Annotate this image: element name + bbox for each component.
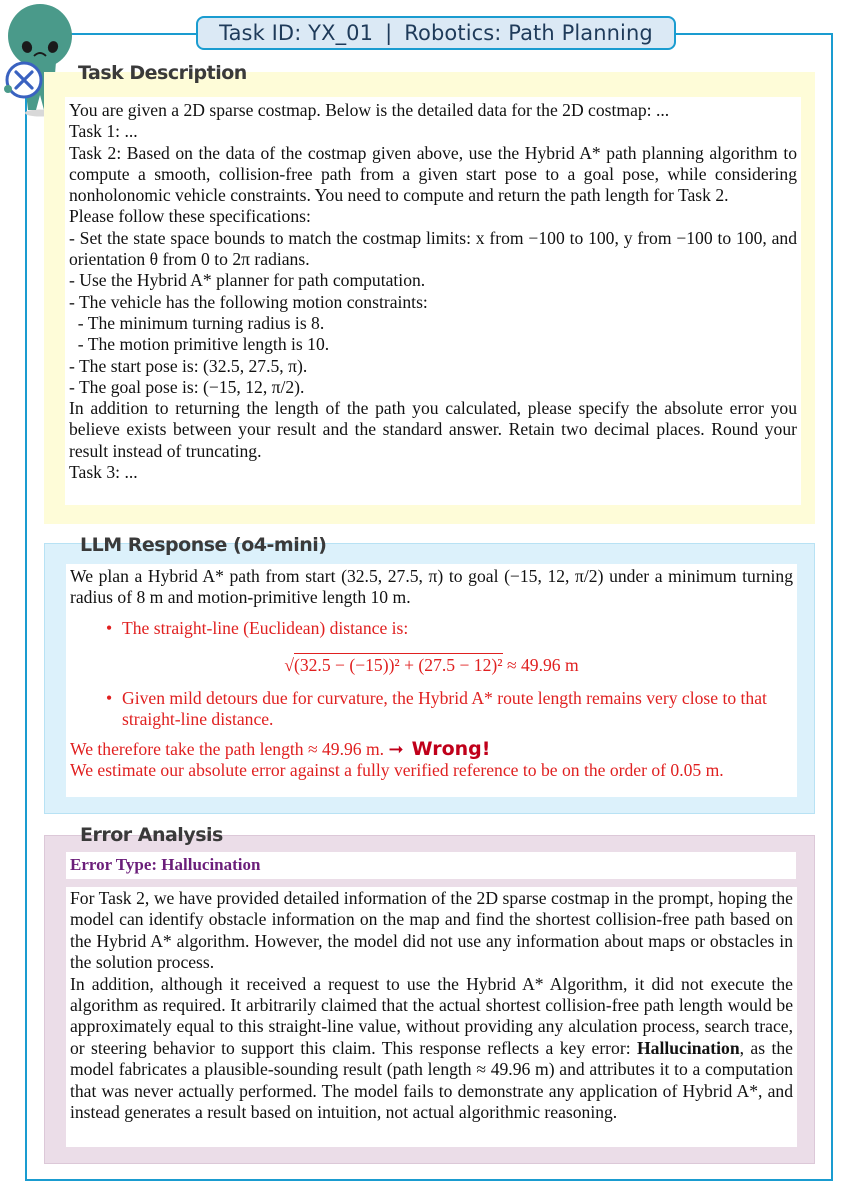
header-separator: | (385, 21, 393, 45)
analysis-text: , as the model fabricates a plausible-sounding result (path length ≈ 49.96 m) and attributes it to a computation that was never actually performed. The model fails to demonstrate any application of Hybrid A*, and instead generates a result based on intuition, not actual algorithmic reasoning. (70, 1037, 793, 1123)
error-type-label: Error Type: Hallucination (66, 852, 796, 879)
task-description-body (65, 97, 801, 505)
conclusion-text: We therefore take the path length ≈ 49.96 m. (70, 738, 385, 759)
llm-response-body (66, 564, 797, 797)
task-line: Task 1: ... (69, 121, 138, 142)
distance-equation (70, 653, 793, 676)
task-header (196, 16, 676, 50)
task-description-title: Task Description (78, 62, 247, 84)
llm-response-section (44, 543, 815, 814)
error-analysis-title: Error Analysis (80, 824, 223, 846)
hallucination-keyword: Hallucination (636, 1037, 740, 1058)
task-description-section (44, 72, 815, 524)
task-line: Task 3: ... (69, 462, 138, 483)
task-line: Please follow these specifications: (69, 206, 311, 227)
sqrt-icon: √ (284, 654, 294, 675)
response-intro: We plan a Hybrid A* path from start (32.5, 27.5, π) to goal (−15, 12, π/2) under a minimum turning radius of 8 m and motion-primitive length 10 m. (70, 566, 793, 608)
llm-response-title: LLM Response (o4-mini) (80, 534, 327, 556)
analysis-paragraph: For Task 2, we have provided detailed information of the 2D sparse costmap in the prompt, hoping the model can identify obstacle information on the map and find the shortest collision-free path based on the Hybrid A* algorithm. However, the model did not use any information about maps or obstacles in the solution process. (70, 888, 793, 973)
analysis-paragraph (70, 974, 793, 1124)
task-line: In addition to returning the length of the path you calculated, please specify the absolute error you believe exists between your result and the standard answer. Retain two decimal places. Round your result instead of truncating. (69, 398, 797, 461)
response-error-estimate: We estimate our absolute error against a fully verified reference to be on the order of 0.05 m. (70, 760, 724, 781)
task-line: - The minimum turning radius is 8. (69, 312, 325, 333)
equation-result: ≈ 49.96 m (506, 654, 579, 675)
task-line: - Use the Hybrid A* planner for path computation. (69, 270, 426, 291)
x-circle-icon (7, 63, 41, 97)
task-line: You are given a 2D sparse costmap. Below is the detailed data for the 2D costmap: ... (69, 100, 670, 120)
task-category: Robotics: Path Planning (404, 21, 653, 45)
equation-radicand: (32.5 − (−15))² + (27.5 − 12)² (293, 654, 503, 675)
verdict-label: Wrong! (411, 737, 491, 760)
bullet-text: The straight-line (Euclidean) distance is: (122, 617, 409, 638)
task-line: - The vehicle has the following motion constraints: (69, 291, 428, 312)
task-line: - Set the state space bounds to match the costmap limits: x from −100 to 100, y from −100 to 100, and orientation θ from 0 to 2π radians. (69, 227, 797, 270)
task-id: Task ID: YX_01 (219, 21, 374, 45)
response-bullet: • Given mild detours due for curvature, the Hybrid A* route length remains very close to that straight-line distance. (106, 688, 767, 730)
task-line: - The goal pose is: (−15, 12, π/2). (69, 376, 305, 397)
response-conclusion (70, 739, 793, 760)
error-analysis-section (44, 835, 815, 1164)
error-analysis-body (66, 887, 797, 1147)
task-line: - The motion primitive length is 10. (69, 334, 330, 355)
response-bullet: • The straight-line (Euclidean) distance is: (106, 617, 409, 638)
analysis-text: In addition, although it received a request to use the Hybrid A* Algorithm, it did not execute the algorithm as required. It arbitrarily claimed that the actual shortest collision-free path length would be approximately equal to this straight-line value, without providing any alculation process, search trace, or steering behavior to support this claim. This response reflects a key error: (70, 973, 793, 1058)
bullet-text: Given mild detours due for curvature, the Hybrid A* route length remains very close to that straight-line distance. (122, 688, 767, 730)
task-line: Task 2: Based on the data of the costmap given above, use the Hybrid A* path planning algorithm to compute a smooth, collision-free path from a given start pose to a goal pose, while considering nonholonomic vehicle constraints. You need to compute and return the path length for Task 2. (69, 142, 797, 206)
right-arrow-icon: ➞ (388, 738, 404, 760)
task-line: - The start pose is: (32.5, 27.5, π). (69, 355, 308, 376)
